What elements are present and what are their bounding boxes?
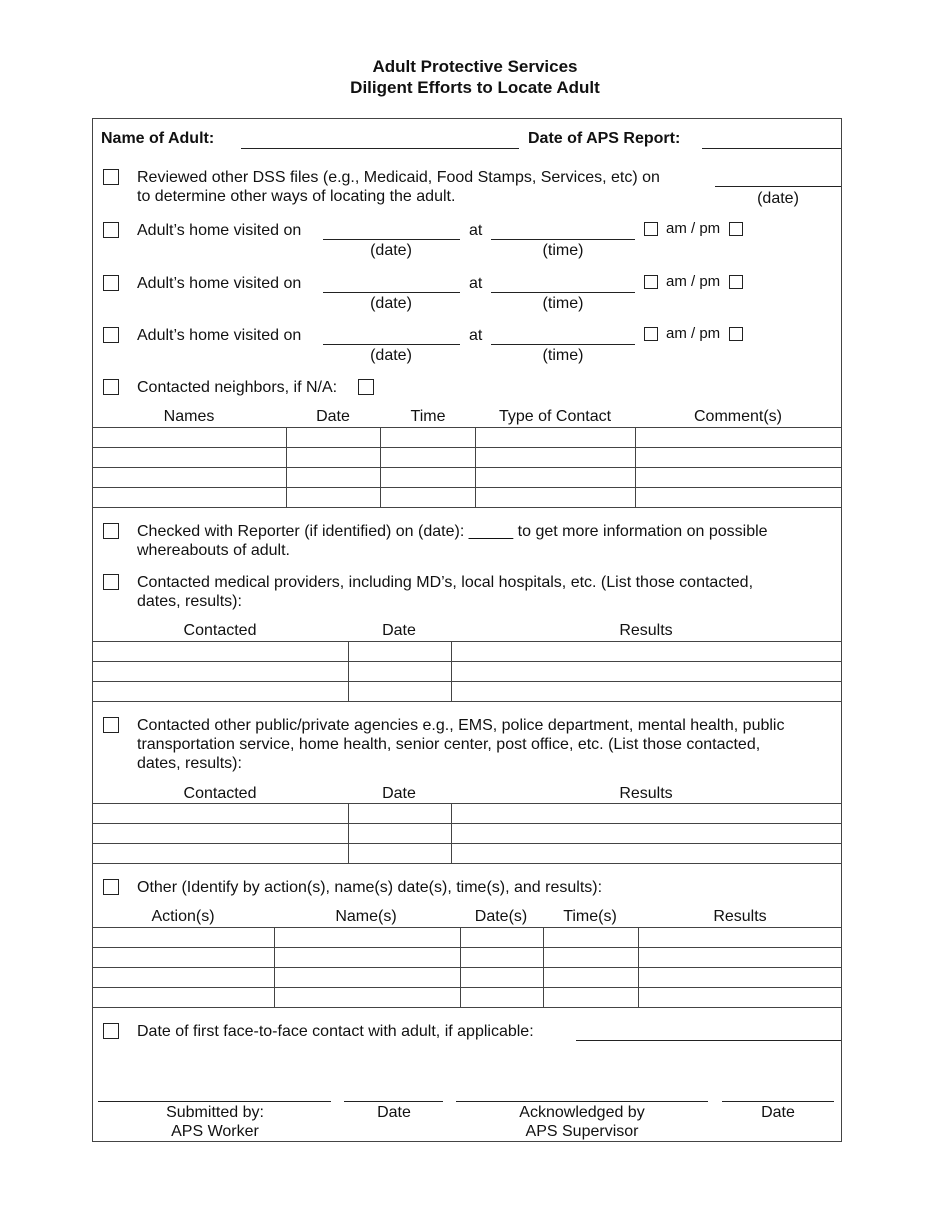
reviewed-text-line2: to determine other ways of locating the adult. xyxy=(137,188,456,205)
am-pm-label: am / pm xyxy=(666,220,721,237)
other-header-0: Action(s) xyxy=(151,908,215,925)
home-visit-label: Adult’s home visited on xyxy=(137,275,302,292)
reviewed-date-caption: (date) xyxy=(757,190,799,207)
contacted-neighbors-label: Contacted neighbors, if N/A: xyxy=(137,379,338,396)
worker-date-field[interactable] xyxy=(344,1101,443,1102)
medical-header-2: Results xyxy=(619,622,673,639)
visit-time-field[interactable] xyxy=(491,239,635,240)
other-column-divider xyxy=(543,927,544,1007)
medical-header-0: Contacted xyxy=(183,622,257,639)
am-pm-label: am / pm xyxy=(666,325,721,342)
aps-supervisor-label: APS Supervisor xyxy=(525,1123,639,1140)
home-visit-label: Adult’s home visited on xyxy=(137,327,302,344)
pm-checkbox[interactable] xyxy=(729,327,743,341)
reporter-text-line1: Checked with Reporter (if identified) on (date): _____ to get more information on possible xyxy=(137,523,768,540)
pm-checkbox[interactable] xyxy=(729,222,743,236)
aps-supervisor-signature-field[interactable] xyxy=(456,1101,708,1102)
at-label: at xyxy=(469,222,483,239)
visit-date-caption: (date) xyxy=(370,295,412,312)
agencies-table-row[interactable] xyxy=(92,823,841,824)
other-header-4: Results xyxy=(713,908,767,925)
contacted-medical-checkbox[interactable] xyxy=(103,574,119,590)
face-to-face-date-field[interactable] xyxy=(576,1040,841,1041)
neighbors-column-divider xyxy=(286,427,287,507)
visit-date-caption: (date) xyxy=(370,242,412,259)
checked-reporter-checkbox[interactable] xyxy=(103,523,119,539)
other-column-divider xyxy=(460,927,461,1007)
other-label: Other (Identify by action(s), name(s) date(s), time(s), and results): xyxy=(137,879,603,896)
visit-time-field[interactable] xyxy=(491,344,635,345)
reviewed-date-field[interactable] xyxy=(715,186,841,187)
agencies-header-0: Contacted xyxy=(183,785,257,802)
home-visit-checkbox[interactable] xyxy=(103,327,119,343)
visit-date-field[interactable] xyxy=(323,239,460,240)
medical-text-line2: dates, results): xyxy=(137,593,242,610)
agencies-column-divider xyxy=(348,803,349,863)
neighbors-header-1: Date xyxy=(316,408,350,425)
medical-column-divider xyxy=(348,641,349,701)
date-of-aps-report-label: Date of APS Report: xyxy=(528,130,681,147)
at-label: at xyxy=(469,275,483,292)
agencies-table-row[interactable] xyxy=(92,843,841,844)
neighbors-table-row[interactable] xyxy=(92,467,841,468)
other-header-2: Date(s) xyxy=(474,908,528,925)
date-of-aps-report-field[interactable] xyxy=(702,148,841,149)
neighbors-header-0: Names xyxy=(163,408,215,425)
am-checkbox[interactable] xyxy=(644,327,658,341)
visit-time-field[interactable] xyxy=(491,292,635,293)
visit-time-caption: (time) xyxy=(542,347,584,364)
medical-table-row[interactable] xyxy=(92,661,841,662)
home-visit-checkbox[interactable] xyxy=(103,275,119,291)
neighbors-column-divider xyxy=(635,427,636,507)
agencies-column-divider xyxy=(451,803,452,863)
am-pm-label: am / pm xyxy=(666,273,721,290)
face-to-face-label: Date of first face-to-face contact with adult, if applicable: xyxy=(137,1023,534,1040)
pm-checkbox[interactable] xyxy=(729,275,743,289)
other-table-row[interactable] xyxy=(92,987,841,988)
reviewed-text-line1: Reviewed other DSS files (e.g., Medicaid, Food Stamps, Services, etc) on xyxy=(137,169,660,186)
home-visit-checkbox[interactable] xyxy=(103,222,119,238)
neighbors-table-row[interactable] xyxy=(92,487,841,488)
agencies-table-row[interactable] xyxy=(92,803,841,804)
other-table-row[interactable] xyxy=(92,947,841,948)
at-label: at xyxy=(469,327,483,344)
neighbors-header-2: Time xyxy=(410,408,446,425)
neighbors-table-row[interactable] xyxy=(92,447,841,448)
other-header-3: Time(s) xyxy=(563,908,617,925)
name-of-adult-field[interactable] xyxy=(241,148,519,149)
other-table-row[interactable] xyxy=(92,967,841,968)
reporter-text-line2: whereabouts of adult. xyxy=(137,542,290,559)
visit-date-caption: (date) xyxy=(370,347,412,364)
agencies-text-line2: transportation service, home health, senior center, post office, etc. (List those contacted, xyxy=(137,736,761,753)
contacted-neighbors-checkbox[interactable] xyxy=(103,379,119,395)
neighbors-column-divider xyxy=(380,427,381,507)
am-checkbox[interactable] xyxy=(644,275,658,289)
reviewed-dss-checkbox[interactable] xyxy=(103,169,119,185)
agencies-header-2: Results xyxy=(619,785,673,802)
other-column-divider xyxy=(274,927,275,1007)
am-checkbox[interactable] xyxy=(644,222,658,236)
submitted-by-label: Submitted by: xyxy=(166,1104,264,1121)
medical-table-row[interactable] xyxy=(92,641,841,642)
other-table-bottom xyxy=(92,1007,841,1008)
neighbors-header-3: Type of Contact xyxy=(498,408,612,425)
neighbors-header-4: Comment(s) xyxy=(693,408,783,425)
supervisor-date-label: Date xyxy=(761,1104,795,1121)
face-to-face-checkbox[interactable] xyxy=(103,1023,119,1039)
form-subtitle: Diligent Efforts to Locate Adult xyxy=(350,78,600,97)
medical-table-bottom xyxy=(92,701,841,702)
acknowledged-by-label: Acknowledged by xyxy=(519,1104,645,1121)
other-table-row[interactable] xyxy=(92,927,841,928)
agencies-text-line1: Contacted other public/private agencies e.g., EMS, police department, mental health, public xyxy=(137,717,785,734)
medical-header-1: Date xyxy=(382,622,416,639)
agencies-header-1: Date xyxy=(382,785,416,802)
aps-worker-label: APS Worker xyxy=(171,1123,259,1140)
other-header-1: Name(s) xyxy=(335,908,397,925)
medical-column-divider xyxy=(451,641,452,701)
supervisor-date-field[interactable] xyxy=(722,1101,834,1102)
medical-table-row[interactable] xyxy=(92,681,841,682)
neighbors-column-divider xyxy=(475,427,476,507)
aps-worker-signature-field[interactable] xyxy=(98,1101,331,1102)
neighbors-na-checkbox[interactable] xyxy=(358,379,374,395)
form-title: Adult Protective Services xyxy=(372,57,578,76)
contacted-agencies-checkbox[interactable] xyxy=(103,717,119,733)
agencies-text-line3: dates, results): xyxy=(137,755,242,772)
other-checkbox[interactable] xyxy=(103,879,119,895)
medical-text-line1: Contacted medical providers, including MD’s, local hospitals, etc. (List those contacted, xyxy=(137,574,754,591)
visit-time-caption: (time) xyxy=(542,295,584,312)
worker-date-label: Date xyxy=(377,1104,411,1121)
visit-date-field[interactable] xyxy=(323,292,460,293)
neighbors-table-bottom xyxy=(92,507,841,508)
visit-date-field[interactable] xyxy=(323,344,460,345)
agencies-table-bottom xyxy=(92,863,841,864)
other-column-divider xyxy=(638,927,639,1007)
home-visit-label: Adult’s home visited on xyxy=(137,222,302,239)
visit-time-caption: (time) xyxy=(542,242,584,259)
name-of-adult-label: Name of Adult: xyxy=(101,130,215,147)
neighbors-table-row[interactable] xyxy=(92,427,841,428)
